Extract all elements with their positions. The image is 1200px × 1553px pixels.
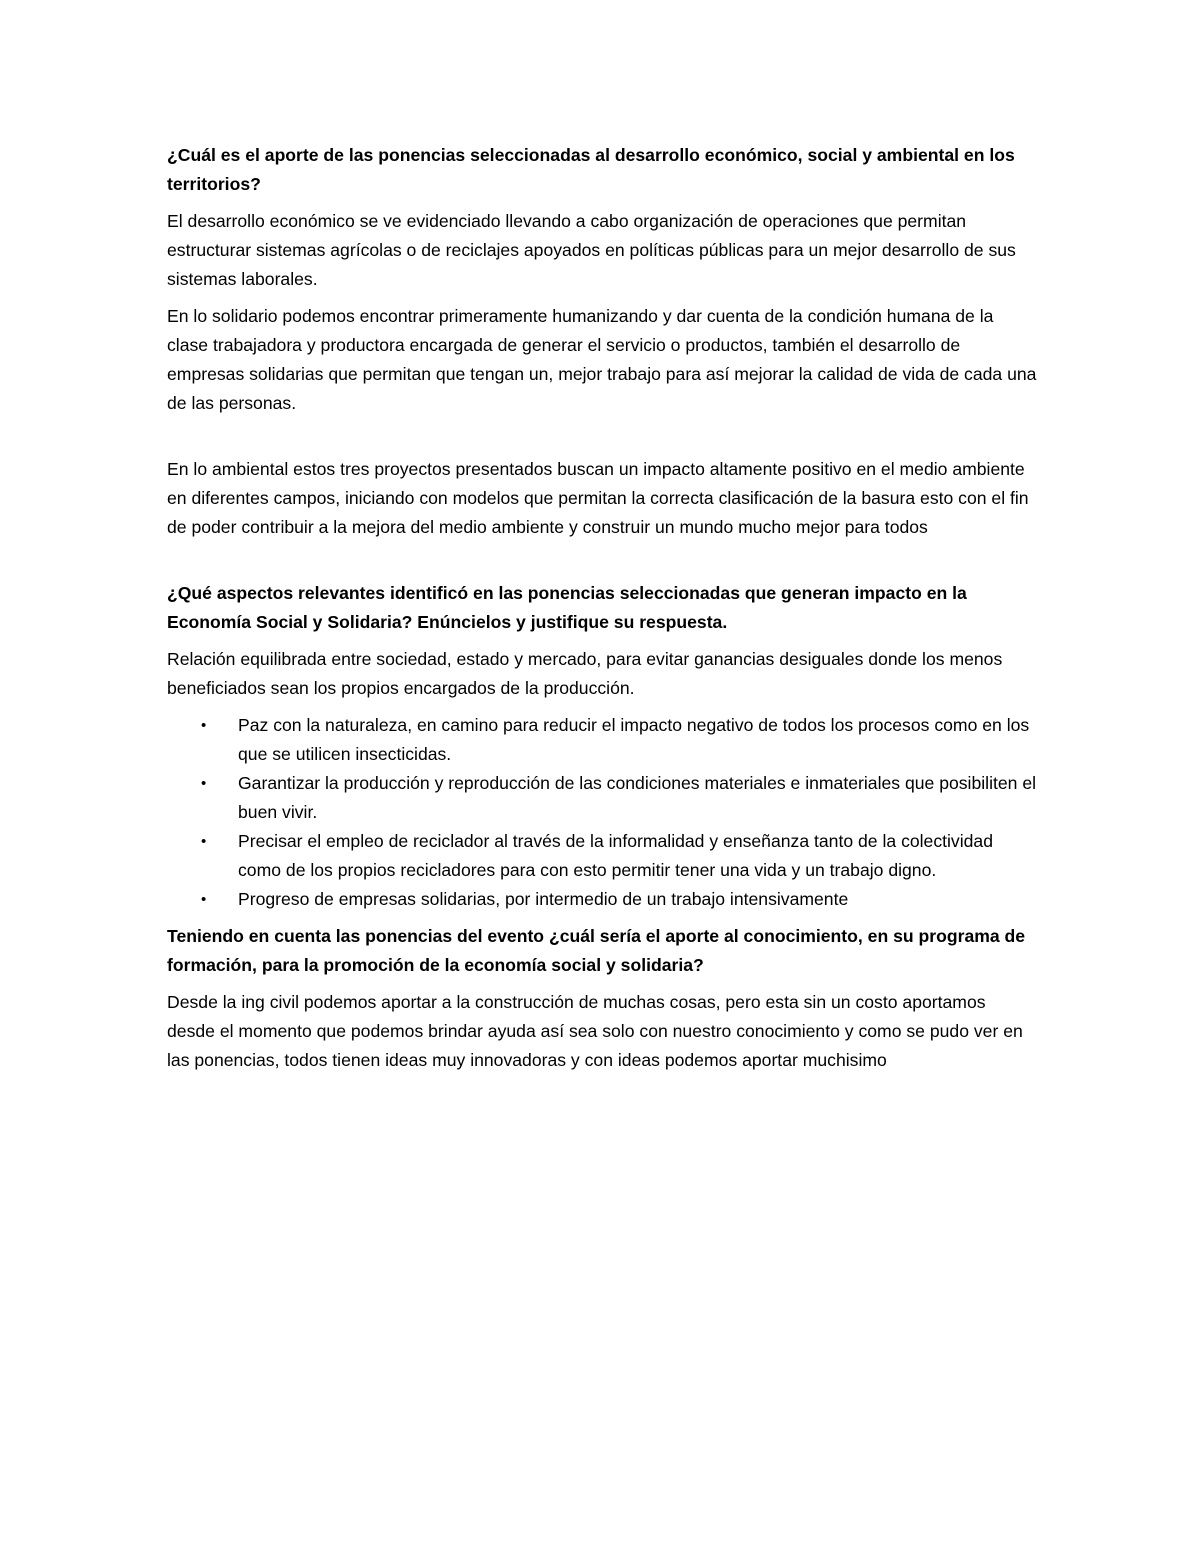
question-2-heading: ¿Qué aspectos relevantes identificó en las ponencias seleccionadas que generan impacto en la Economía Social y Solidaria? Enúncielos y justifique su respuesta. bbox=[167, 583, 967, 632]
aspects-bullet-list bbox=[167, 711, 1037, 914]
question-3-paragraph: Desde la ing civil podemos aportar a la construcción de muchas cosas, pero esta sin un costo aportamos desde el momento que podemos brindar ayuda así sea solo con nuestro conocimiento y como se pudo ver en las ponencias, todos tienen ideas muy innovadoras y con ideas podemos aportar muchisimo bbox=[167, 992, 1023, 1070]
bullet-item bbox=[167, 827, 1037, 885]
environmental-paragraph: En lo ambiental estos tres proyectos presentados buscan un impacto altamente positivo en el medio ambiente en diferentes campos, iniciando con modelos que permitan la correcta clasificación de la basura esto con el fin de poder contribuir a la mejora del medio ambiente y construir un mundo mucho mejor para todos bbox=[167, 459, 1029, 537]
bullet-item bbox=[167, 711, 1037, 769]
bullet-text: Garantizar la producción y reproducción de las condiciones materiales e inmateriales que posibiliten el buen vivir. bbox=[238, 773, 1037, 822]
bullet-text: Precisar el empleo de reciclador al través de la informalidad y enseñanza tanto de la colectividad como de los propios recicladores para con esto permitir tener una vida y un trabajo digno. bbox=[238, 831, 993, 880]
question-2-intro: Relación equilibrada entre sociedad, estado y mercado, para evitar ganancias desiguales donde los menos beneficiados sean los propios encargados de la producción. bbox=[167, 649, 1003, 698]
blank-line bbox=[167, 426, 1037, 455]
bullet-icon: • bbox=[201, 717, 207, 734]
question-1-heading: ¿Cuál es el aporte de las ponencias seleccionadas al desarrollo económico, social y ambiental en los territorios? bbox=[167, 145, 1015, 194]
bullet-item bbox=[167, 769, 1037, 827]
solidarity-paragraph: En lo solidario podemos encontrar primeramente humanizando y dar cuenta de la condición humana de la clase trabajadora y productora encargada de generar el servicio o productos, también el desarrollo de empresas solidarias que permitan que tengan un, mejor trabajo para así mejorar la calidad de vida de cada una de las personas. bbox=[167, 306, 1037, 413]
bullet-icon: • bbox=[201, 833, 207, 850]
bullet-icon: • bbox=[201, 775, 207, 792]
bullet-text: Paz con la naturaleza, en camino para reducir el impacto negativo de todos los procesos como en los que se utilicen insecticidas. bbox=[238, 715, 1030, 764]
blank-line bbox=[167, 550, 1037, 579]
document-page bbox=[167, 141, 1037, 1083]
bullet-item bbox=[167, 885, 1037, 914]
bullet-text: Progreso de empresas solidarias, por intermedio de un trabajo intensivamente bbox=[238, 889, 849, 909]
economic-paragraph: El desarrollo económico se ve evidenciado llevando a cabo organización de operaciones que permitan estructurar sistemas agrícolas o de reciclajes apoyados en políticas públicas para un mejor desarrollo de sus sistemas laborales. bbox=[167, 211, 1016, 289]
bullet-icon: • bbox=[201, 891, 207, 908]
question-3-heading: Teniendo en cuenta las ponencias del evento ¿cuál sería el aporte al conocimiento, en su programa de formación, para la promoción de la economía social y solidaria? bbox=[167, 926, 1026, 975]
